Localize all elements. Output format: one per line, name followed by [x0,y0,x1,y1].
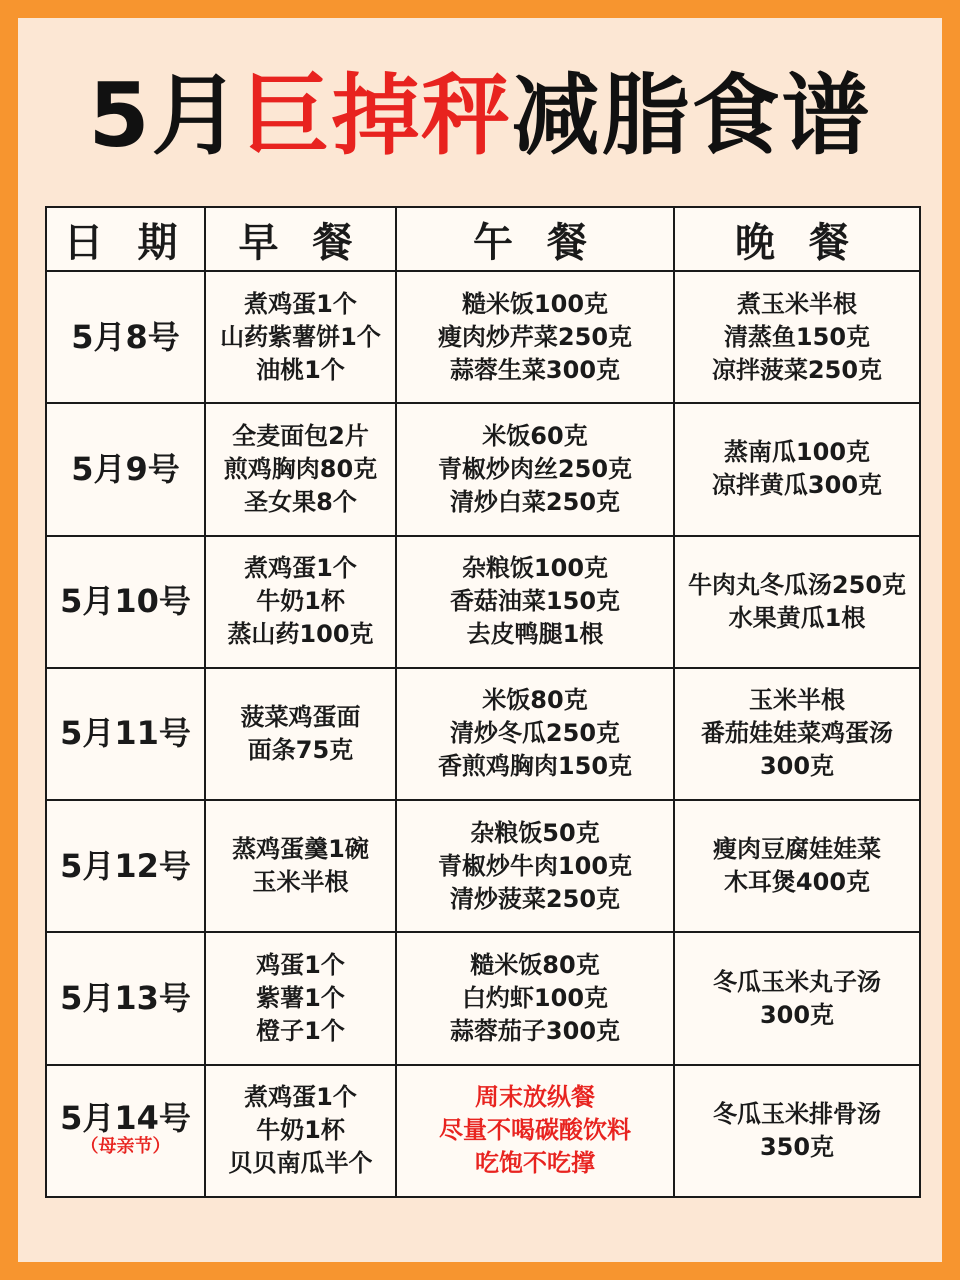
dinner-item: 冬瓜玉米排骨汤 [713,1099,881,1128]
header-date: 日 期 [46,207,205,271]
meal-row [46,1065,920,1197]
title-suffix: 减脂食谱 [511,64,872,167]
breakfast-item: 蒸山药100克 [227,620,374,649]
dinner-cell [674,668,920,800]
breakfast-item: 煮鸡蛋1个 [244,1083,357,1112]
date-label: 5月13号 [60,979,191,1018]
breakfast-item: 牛奶1杯 [256,1116,345,1145]
date-cell [46,403,205,535]
lunch-item: 香菇油菜150克 [449,587,621,616]
breakfast-cell [205,271,396,403]
date-cell [46,536,205,668]
lunch-item: 米饭60克 [482,421,588,450]
breakfast-item: 牛奶1杯 [256,587,345,616]
lunch-cell [396,668,674,800]
date-cell [46,271,205,403]
header-row [46,207,920,271]
meal-row [46,932,920,1064]
date-cell [46,932,205,1064]
breakfast-cell [205,536,396,668]
lunch-item: 尽量不喝碳酸饮料 [439,1116,631,1145]
lunch-cell [396,1065,674,1197]
dinner-item: 凉拌黄瓜300克 [711,471,883,500]
lunch-item: 糙米饭80克 [470,951,600,980]
lunch-item: 清炒菠菜250克 [449,884,621,913]
title-prefix: 5月 [88,64,242,167]
breakfast-item: 玉米半根 [252,868,349,897]
lunch-cell [396,932,674,1064]
lunch-item: 去皮鸭腿1根 [466,620,604,649]
dinner-item: 木耳煲400克 [723,868,871,897]
header-lunch: 午 餐 [396,207,674,271]
lunch-item: 糙米饭100克 [461,289,609,318]
lunch-cell [396,536,674,668]
breakfast-cell [205,1065,396,1197]
breakfast-item: 面条75克 [247,735,354,764]
meal-row [46,403,920,535]
meal-row [46,536,920,668]
header-dinner: 晚 餐 [674,207,920,271]
dinner-item: 玉米半根 [749,686,845,715]
lunch-item: 青椒炒肉丝250克 [437,454,633,483]
dinner-item: 冬瓜玉米丸子汤 [713,967,881,996]
header-breakfast: 早 餐 [205,207,396,271]
meal-row [46,800,920,932]
dinner-cell [674,800,920,932]
dinner-item: 瘦肉豆腐娃娃菜 [713,835,881,864]
dinner-cell [674,271,920,403]
dinner-item: 蒸南瓜100克 [723,438,871,467]
dinner-item: 300克 [759,1000,835,1029]
lunch-item: 蒜蓉生菜300克 [449,355,621,384]
date-cell [46,800,205,932]
lunch-item: 蒜蓉茄子300克 [449,1017,621,1046]
date-label: 5月14号 [60,1099,191,1138]
breakfast-item: 煮鸡蛋1个 [244,554,357,583]
breakfast-cell [205,403,396,535]
lunch-item: 清炒白菜250克 [449,487,621,516]
meal-row [46,271,920,403]
breakfast-item: 煎鸡胸肉80克 [223,454,378,483]
breakfast-item: 蒸鸡蛋羹1碗 [232,835,369,864]
dinner-item: 350克 [759,1132,835,1161]
lunch-item: 清炒冬瓜250克 [449,719,621,748]
breakfast-item: 紫薯1个 [256,984,345,1013]
lunch-item: 白灼虾100克 [461,984,609,1013]
lunch-cell [396,800,674,932]
dinner-item: 凉拌菠菜250克 [711,355,883,384]
breakfast-cell [205,668,396,800]
lunch-item: 米饭80克 [482,686,588,715]
lunch-item: 瘦肉炒芹菜250克 [437,322,633,351]
dinner-item: 煮玉米半根 [737,289,857,318]
date-label: 5月9号 [71,449,180,488]
title-highlight: 巨掉秤 [241,64,512,167]
dinner-item: 番茄娃娃菜鸡蛋汤 [701,719,893,748]
meal-plan-table [45,206,921,1198]
lunch-cell [396,403,674,535]
poster [18,18,942,1262]
breakfast-item: 油桃1个 [256,355,345,384]
breakfast-item: 贝贝南瓜半个 [228,1149,373,1178]
breakfast-item: 煮鸡蛋1个 [244,289,357,318]
dinner-item: 300克 [759,752,835,781]
breakfast-item: 山药紫薯饼1个 [220,322,381,351]
dinner-cell [674,536,920,668]
meal-row [46,668,920,800]
poster-title [18,66,942,166]
lunch-cell [396,271,674,403]
breakfast-item: 鸡蛋1个 [256,951,345,980]
dinner-item: 牛肉丸冬瓜汤250克 [687,570,907,599]
lunch-item: 青椒炒牛肉100克 [437,851,633,880]
breakfast-cell [205,800,396,932]
breakfast-item: 菠菜鸡蛋面 [240,702,361,731]
lunch-item: 吃饱不吃撑 [475,1149,595,1178]
lunch-item: 杂粮饭100克 [461,554,609,583]
dinner-item: 清蒸鱼150克 [723,322,871,351]
lunch-item: 香煎鸡胸肉150克 [437,752,633,781]
breakfast-item: 全麦面包2片 [232,421,369,450]
lunch-item: 周末放纵餐 [475,1083,595,1112]
lunch-item: 杂粮饭50克 [470,818,600,847]
breakfast-cell [205,932,396,1064]
date-label: 5月10号 [60,582,191,621]
date-cell [46,1065,205,1197]
dinner-cell [674,932,920,1064]
date-label: 5月12号 [60,846,191,885]
date-label: 5月11号 [60,714,191,753]
dinner-item: 水果黄瓜1根 [728,603,866,632]
breakfast-item: 圣女果8个 [244,487,357,516]
breakfast-item: 橙子1个 [256,1017,345,1046]
date-cell [46,668,205,800]
dinner-cell [674,403,920,535]
dinner-cell [674,1065,920,1197]
date-note: （母亲节） [80,1136,171,1158]
date-label: 5月8号 [71,317,180,356]
